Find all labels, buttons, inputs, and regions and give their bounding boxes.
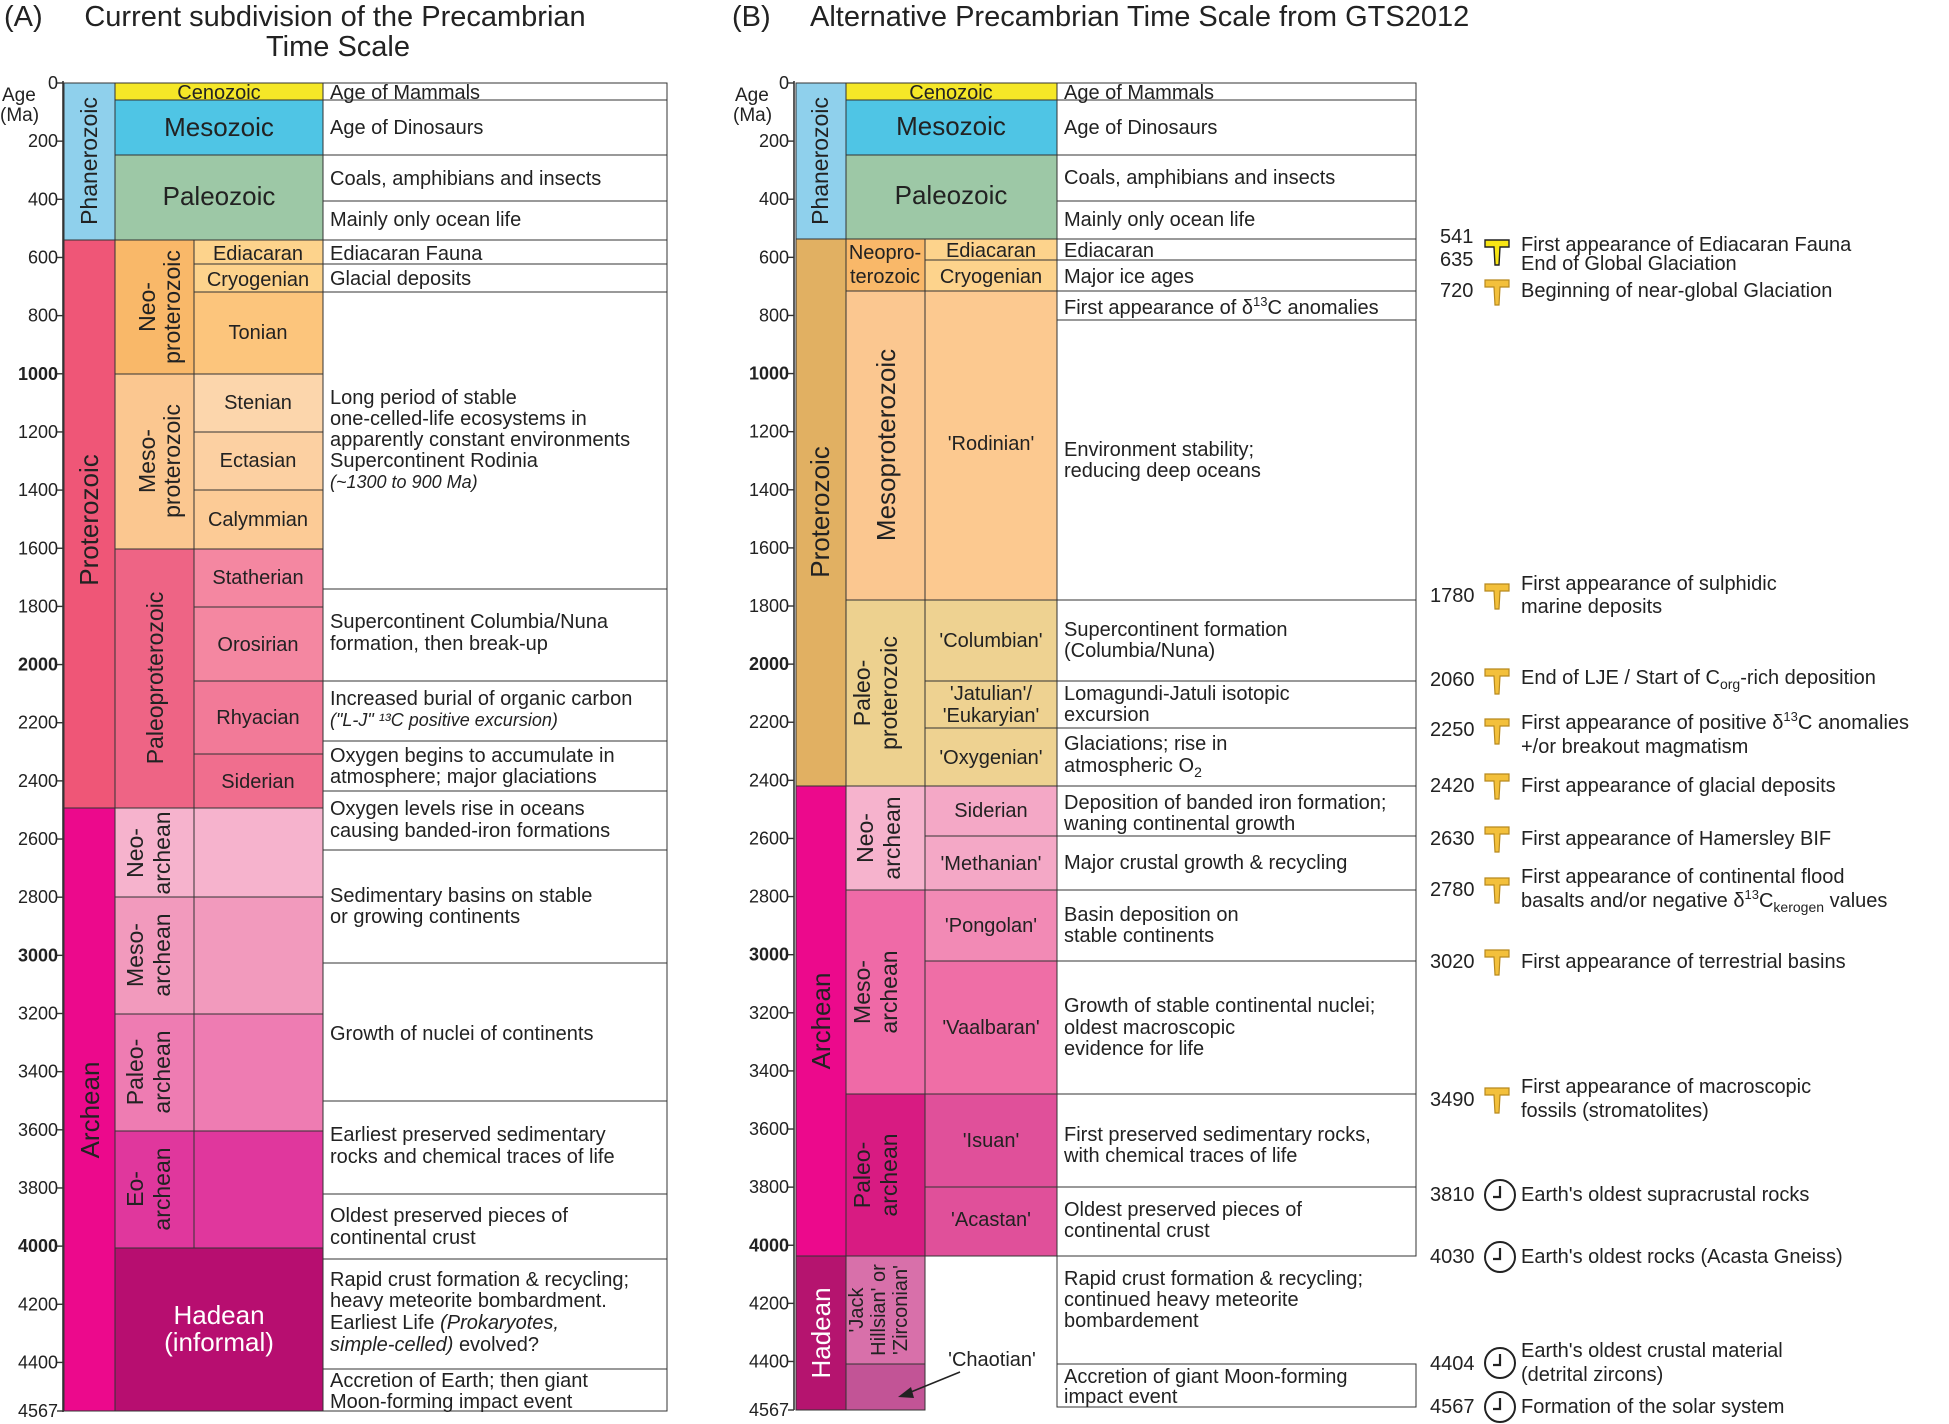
event-2420-marker: [1485, 774, 1509, 799]
axis-tick-label: 2200: [748, 712, 789, 733]
desc-a-10-2: atmosphere; major glaciations: [330, 766, 597, 788]
axis-tick-label: 1200: [17, 421, 58, 442]
panel-b-age-axis: [733, 73, 794, 1420]
desc-b-17-2: continental crust: [1064, 1220, 1210, 1242]
axis-tick-label: 4000: [17, 1236, 58, 1257]
desc-b-15-2: oldest macroscopic: [1064, 1017, 1236, 1039]
desc-a-16-4: [330, 1334, 539, 1356]
event-2780-end: values: [1824, 890, 1888, 912]
desc-a-13: Growth of nuclei of continents: [330, 1023, 594, 1045]
axis-tick-label: 2400: [17, 770, 58, 791]
event-4567-age: 4567: [1430, 1396, 1475, 1418]
axis-tick-label: 4400: [17, 1352, 58, 1373]
desc-b-18-3: bombardement: [1064, 1310, 1199, 1332]
era-label-paleoarchean-b-1: Paleo-: [849, 1141, 875, 1209]
desc-b-16-1: First preserved sedimentary rocks,: [1064, 1124, 1371, 1146]
axis-tick-label: 1400: [17, 480, 58, 501]
desc-a-12-1: Sedimentary basins on stable: [330, 885, 593, 907]
axis-tick-label: 1600: [17, 538, 58, 559]
eon-label-archean-b: Archean: [806, 972, 836, 1070]
axis-tick-label: 3600: [748, 1119, 789, 1140]
axis-tick-label: 1800: [17, 596, 58, 617]
desc-b-11-2: [1064, 755, 1202, 780]
era-label-paleoarchean-1: Paleo-: [122, 1038, 148, 1106]
event-2060-a: End of LJE / Start of C: [1521, 667, 1720, 689]
desc-b-8-1: Environment stability;: [1064, 439, 1255, 461]
desc-a-12-2: or growing continents: [330, 906, 521, 928]
panel-a-tag: (A): [4, 1, 43, 33]
event-2060-end: -rich deposition: [1740, 667, 1876, 689]
period-label-tonian: Tonian: [228, 322, 288, 344]
axis-tick-label: 1800: [748, 596, 789, 617]
era-label-neo-1: Neo-: [134, 282, 160, 332]
axis-tick-label: 1000: [748, 363, 789, 384]
desc-b-8-2: reducing deep oceans: [1064, 460, 1261, 482]
panel-b-events: [1430, 226, 1909, 1422]
period-label-ectasian: Ectasian: [219, 450, 297, 472]
era-label-neoarchean-2: archean: [149, 811, 175, 895]
period-label-rodinian: 'Rodinian': [947, 433, 1035, 455]
axis-tick-label: 1400: [748, 479, 789, 500]
event-1780-label-2: marine deposits: [1521, 596, 1663, 618]
desc-a-5: Ediacaran Fauna: [330, 243, 483, 265]
event-3810-marker: [1485, 1180, 1515, 1210]
period-label-stenian: Stenian: [224, 392, 292, 414]
desc-b-4: Mainly only ocean life: [1064, 209, 1256, 231]
axis-tick-label: 2800: [748, 886, 789, 907]
event-2250-b: C anomalies: [1797, 712, 1910, 734]
era-label-paleoarchean-2: archean: [149, 1030, 175, 1114]
desc-a-2: Age of Dinosaurs: [330, 117, 484, 139]
era-label-paleoarchean-b-2: archean: [876, 1133, 902, 1217]
axis-tick-label: 2000: [748, 654, 789, 675]
event-4404-age: 4404: [1430, 1353, 1475, 1375]
axis-tick-label: 2400: [748, 770, 789, 791]
desc-a-16-4-normal: evolved?: [458, 1334, 539, 1356]
axis-tick-label: 3200: [748, 1002, 789, 1023]
era-label-neoprot-2: terozoic: [849, 266, 921, 288]
axis-tick-label: 4200: [17, 1294, 58, 1315]
desc-b-12-1: Deposition of banded iron formation;: [1064, 792, 1387, 814]
desc-b-10-2: excursion: [1064, 704, 1150, 726]
period-label-methanian: 'Methanian': [940, 853, 1042, 875]
event-1780-label-1: First appearance of sulphidic: [1521, 573, 1777, 595]
desc-b-11-2-sub: 2: [1194, 764, 1202, 780]
event-2630-marker: [1485, 827, 1509, 852]
desc-a-11-2: causing banded-iron formations: [330, 820, 611, 842]
event-2420-age: 2420: [1430, 775, 1475, 797]
event-2780-label-2: [1521, 887, 1887, 915]
axis-tick-label: 3000: [748, 944, 789, 965]
desc-b-11-1: Glaciations; rise in: [1064, 733, 1228, 755]
event-541-marker: [1485, 240, 1509, 265]
axis-tick-label: 0: [778, 73, 789, 93]
event-3810-age: 3810: [1430, 1184, 1475, 1206]
eon-label-archean: Archean: [75, 1061, 105, 1159]
desc-b-18-1: Rapid crust formation & recycling;: [1064, 1268, 1364, 1290]
panel-a-title-line2: Time Scale: [266, 31, 410, 63]
desc-a-10-1: Oxygen begins to accumulate in: [330, 745, 615, 767]
period-blank-neoarchean: [194, 808, 323, 897]
era-label-paleoprot-b-1: Paleo-: [849, 659, 875, 727]
desc-a-16-2: heavy meteorite bombardment.: [330, 1290, 607, 1312]
era-label-neoarchean-1: Neo-: [122, 828, 148, 878]
period-blank-paleoarchean: [194, 1014, 323, 1131]
desc-a-8-1: Supercontinent Columbia/Nuna: [330, 611, 608, 633]
event-2630-age: 2630: [1430, 828, 1475, 850]
desc-b-2: Age of Dinosaurs: [1064, 117, 1218, 139]
era-label-mesoproterozoic-b: Mesoproterozoic: [871, 348, 901, 542]
axis-tick-label: 3400: [17, 1061, 58, 1082]
axis-tick-label: 3600: [17, 1119, 58, 1140]
period-label-jatulian-1: 'Jatulian'/: [949, 683, 1033, 705]
period-label-rhyacian: Rhyacian: [216, 707, 300, 729]
era-label-mesozoic-b: Mesozoic: [896, 111, 1006, 141]
desc-b-5: Ediacaran: [1064, 240, 1155, 262]
period-blank-eoarchean: [194, 1131, 323, 1248]
desc-b-10-1: Lomagundi-Jatuli isotopic: [1064, 683, 1290, 705]
event-1780-marker: [1485, 584, 1509, 609]
axis-tick-label: 600: [758, 247, 789, 268]
axis-tick-label: 3200: [17, 1003, 58, 1024]
event-720-age: 720: [1440, 280, 1474, 302]
event-541-age: 541: [1440, 226, 1474, 248]
event-2060-label: [1521, 667, 1876, 692]
era-label-mesoarchean-b-2: archean: [876, 950, 902, 1034]
desc-a-16-1: Rapid crust formation & recycling;: [330, 1269, 630, 1291]
panel-a-chart: [64, 82, 667, 1413]
desc-a-7-1: Long period of stable: [330, 387, 517, 409]
event-2250-marker: [1485, 719, 1509, 744]
desc-a-16-3-normal: Earliest Life: [330, 1312, 435, 1334]
era-label-mesoarchean-b-1: Meso-: [849, 960, 875, 1024]
desc-b-7-sup: 13: [1253, 294, 1268, 309]
axis-label-unit: (Ma): [733, 105, 773, 126]
event-2780-label-1: First appearance of continental flood: [1521, 866, 1845, 888]
desc-b-9-2: (Columbia/Nuna): [1064, 640, 1216, 662]
event-2250-label-1: [1521, 709, 1909, 734]
period-label-calymmian: Calymmian: [207, 509, 309, 531]
period-label-vaalbaran: 'Vaalbaran': [942, 1017, 1040, 1039]
axis-label-unit: (Ma): [0, 105, 40, 126]
event-2780-age: 2780: [1430, 879, 1475, 901]
eon-label-hadean-b: Hadean: [806, 1287, 836, 1379]
desc-b-15-3: evidence for life: [1064, 1038, 1205, 1060]
period-label-columbian: 'Columbian': [939, 630, 1043, 652]
period-blank-mesoarchean: [194, 897, 323, 1014]
event-3490-marker: [1485, 1088, 1509, 1113]
event-2420-label: First appearance of glacial deposits: [1521, 775, 1836, 797]
event-3490-label-2: fossils (stromatolites): [1521, 1100, 1709, 1122]
event-4567-marker: [1485, 1392, 1515, 1422]
desc-b-15-1: Growth of stable continental nuclei;: [1064, 995, 1376, 1017]
axis-label-age: Age: [2, 85, 36, 106]
desc-b-3: Coals, amphibians and insects: [1064, 167, 1336, 189]
period-label-cryogenian-b: Cryogenian: [939, 266, 1043, 288]
axis-tick-label: 600: [27, 247, 58, 268]
axis-tick-label: 1000: [17, 363, 58, 384]
panel-b-title: Alternative Precambrian Time Scale from GTS2012: [810, 1, 1470, 33]
axis-tick-label: 3800: [748, 1177, 789, 1198]
desc-b-17-1: Oldest preserved pieces of: [1064, 1199, 1302, 1221]
period-label-acastan: 'Acastan': [951, 1209, 1031, 1231]
event-2780-c: C: [1758, 890, 1774, 912]
event-2250-label-2: +/or breakout magmatism: [1521, 736, 1749, 758]
event-4404-label-2: (detrital zircons): [1521, 1364, 1664, 1386]
eon-label-phanerozoic-b: Phanerozoic: [807, 97, 833, 225]
event-2630-label: First appearance of Hamersley BIF: [1521, 828, 1832, 850]
event-541-label: First appearance of Ediacaran Fauna: [1521, 234, 1852, 256]
era-label-eoarchean-1: Eo-: [122, 1171, 148, 1207]
panel-a-title-line1: Current subdivision of the Precambrian: [84, 1, 586, 33]
period-label-isuan: 'Isuan': [962, 1130, 1020, 1152]
event-3490-age: 3490: [1430, 1089, 1475, 1111]
event-2780-marker: [1485, 878, 1509, 903]
event-635-label: End of Global Glaciation: [1521, 253, 1737, 275]
desc-b-7-a: First appearance of δ: [1064, 297, 1254, 319]
desc-a-3: Coals, amphibians and insects: [330, 168, 602, 190]
desc-b-18-2: continued heavy meteorite: [1064, 1289, 1299, 1311]
event-4030-label: Earth's oldest rocks (Acasta Gneiss): [1521, 1246, 1843, 1268]
desc-b-19-1: Accretion of giant Moon-forming: [1064, 1366, 1348, 1388]
desc-b-7: [1064, 294, 1379, 319]
desc-a-9-1: Increased burial of organic carbon: [330, 688, 633, 710]
era-label-cenozoic-b: Cenozoic: [909, 82, 993, 104]
event-4404-marker: [1485, 1348, 1515, 1378]
desc-a-8-2: formation, then break-up: [330, 633, 548, 655]
event-2250-sup: 13: [1783, 709, 1798, 724]
period-label-chaotian: 'Chaotian': [948, 1349, 1036, 1371]
event-2780-a: basalts and/or negative δ: [1521, 890, 1745, 912]
axis-tick-label: 200: [758, 131, 789, 152]
desc-b-13: Major crustal growth & recycling: [1064, 852, 1348, 874]
period-label-pongolan: 'Pongolan': [944, 915, 1038, 937]
desc-a-15-2: continental crust: [330, 1227, 476, 1249]
desc-a-7-3: apparently constant environments: [330, 429, 631, 451]
axis-tick-label: 4567: [748, 1400, 789, 1420]
axis-tick-label: 2800: [17, 887, 58, 908]
period-label-siderian-b: Siderian: [954, 800, 1028, 822]
desc-b-19-2: impact event: [1064, 1386, 1178, 1408]
event-4404-label-1: Earth's oldest crustal material: [1521, 1340, 1783, 1362]
desc-b-9-1: Supercontinent formation: [1064, 619, 1288, 641]
era-label-jack-2: Hillsian' or: [868, 1264, 890, 1356]
era-label-neo-2: proterozoic: [159, 250, 185, 364]
desc-b-1: Age of Mammals: [1064, 82, 1215, 104]
era-label-hadean-1: Hadean: [173, 1300, 265, 1330]
era-chaotian: [846, 1364, 925, 1410]
desc-a-16-3: [330, 1312, 559, 1334]
desc-a-14-2: rocks and chemical traces of life: [330, 1146, 615, 1168]
axis-tick-label: 200: [27, 131, 58, 152]
era-label-eoarchean-2: archean: [149, 1147, 175, 1231]
event-2060-marker: [1485, 669, 1509, 694]
eon-label-proterozoic-b: Proterozoic: [805, 446, 835, 578]
era-label-paleozoic-b: Paleozoic: [894, 180, 1008, 210]
eon-label-phanerozoic: Phanerozoic: [76, 97, 102, 225]
era-label-neoarchean-b-2: archean: [879, 796, 905, 880]
era-label-jack-1: 'Jack: [846, 1287, 868, 1333]
axis-tick-label: 2600: [17, 829, 58, 850]
event-2060-sub: org: [1719, 676, 1741, 692]
event-2060-age: 2060: [1430, 669, 1475, 691]
desc-b-11-2-a: atmospheric O: [1064, 755, 1195, 777]
axis-tick-label: 3800: [17, 1177, 58, 1198]
panel-b-chart: [796, 82, 1416, 1410]
event-2780-sub: kerogen: [1773, 899, 1825, 915]
desc-a-7-2: one-celled-life ecosystems in: [330, 408, 587, 430]
panel-b-tag: (B): [732, 1, 771, 33]
period-label-jatulian-2: 'Eukaryian': [942, 705, 1040, 727]
period-label-orosirian: Orosirian: [217, 634, 299, 656]
desc-a-6: Glacial deposits: [330, 268, 472, 290]
period-label-ediacaran-b: Ediacaran: [945, 240, 1037, 262]
era-label-mesoarchean-1: Meso-: [122, 923, 148, 987]
era-label-cenozoic: Cenozoic: [177, 82, 261, 104]
era-label-meso-2: proterozoic: [159, 404, 185, 518]
period-label-cryogenian: Cryogenian: [206, 269, 310, 291]
era-label-mesoarchean-2: archean: [149, 913, 175, 997]
era-label-paleoprot-b-2: proterozoic: [876, 636, 902, 750]
event-720-marker: [1485, 280, 1509, 305]
axis-tick-label: 2000: [17, 654, 58, 675]
desc-a-17-1: Accretion of Earth; then giant: [330, 1370, 588, 1392]
axis-tick-label: 3000: [17, 945, 58, 966]
event-720-label: Beginning of near-global Glaciation: [1521, 280, 1833, 302]
axis-tick-label: 2200: [17, 712, 58, 733]
desc-b-16-2: with chemical traces of life: [1064, 1145, 1298, 1167]
axis-tick-label: 3400: [748, 1060, 789, 1081]
desc-a-16-3-italic: (Prokaryotes,: [440, 1312, 559, 1334]
event-2250-a: First appearance of positive δ: [1521, 712, 1784, 734]
desc-a-17-2: Moon-forming impact event: [330, 1391, 573, 1413]
desc-a-4: Mainly only ocean life: [330, 209, 522, 231]
era-label-jack-3: 'Zirconian': [890, 1265, 912, 1355]
period-label-siderian: Siderian: [221, 771, 295, 793]
axis-tick-label: 800: [758, 305, 789, 326]
axis-label-age: Age: [735, 85, 769, 106]
event-1780-age: 1780: [1430, 585, 1475, 607]
era-label-neoprot-1: Neopro-: [848, 242, 922, 264]
desc-a-11-1: Oxygen levels rise in oceans: [330, 798, 585, 820]
desc-a-16-4-italic: simple-celled): [330, 1334, 454, 1356]
axis-tick-label: 400: [758, 189, 789, 210]
event-3020-label: First appearance of terrestrial basins: [1521, 951, 1846, 973]
event-3020-age: 3020: [1430, 951, 1475, 973]
era-label-neoarchean-b-1: Neo-: [852, 813, 878, 863]
era-label-paleoproterozoic: Paleoproterozoic: [142, 591, 168, 765]
axis-tick-label: 4000: [748, 1235, 789, 1256]
event-2780-sup: 13: [1744, 887, 1759, 902]
event-3020-marker: [1485, 950, 1509, 975]
axis-tick-label: 4400: [748, 1351, 789, 1372]
period-label-oxygenian: 'Oxygenian': [939, 747, 1043, 769]
period-label-statherian: Statherian: [212, 567, 304, 589]
era-label-mesozoic: Mesozoic: [164, 112, 274, 142]
axis-tick-label: 800: [27, 305, 58, 326]
era-label-hadean-2: (informal): [164, 1327, 274, 1357]
desc-a-7-5: (~1300 to 900 Ma): [330, 472, 478, 492]
axis-tick-label: 1600: [748, 537, 789, 558]
axis-tick-label: 4567: [17, 1401, 58, 1421]
event-2250-age: 2250: [1430, 719, 1475, 741]
axis-tick-label: 400: [27, 189, 58, 210]
axis-tick-label: 1200: [748, 421, 789, 442]
event-635-age: 635: [1440, 249, 1474, 271]
desc-b-12-2: waning continental growth: [1064, 813, 1296, 835]
era-label-meso-1: Meso-: [134, 429, 160, 493]
event-3490-label-1: First appearance of macroscopic: [1521, 1076, 1812, 1098]
axis-tick-label: 0: [47, 73, 58, 93]
period-label-ediacaran: Ediacaran: [212, 243, 304, 265]
axis-tick-label: 2600: [748, 828, 789, 849]
era-label-paleozoic: Paleozoic: [162, 181, 276, 211]
event-4567-label: Formation of the solar system: [1521, 1396, 1785, 1418]
desc-b-14-1: Basin deposition on: [1064, 904, 1239, 926]
desc-b-7-end: C anomalies: [1267, 297, 1379, 319]
desc-a-1: Age of Mammals: [330, 82, 481, 104]
desc-a-15-1: Oldest preserved pieces of: [330, 1205, 568, 1227]
desc-b-6: Major ice ages: [1064, 266, 1195, 288]
event-3810-label: Earth's oldest supracrustal rocks: [1521, 1184, 1810, 1206]
desc-a-9-2: ("L-J" ¹³C positive excursion): [330, 710, 558, 730]
event-4030-age: 4030: [1430, 1246, 1475, 1268]
desc-a-7-4: Supercontinent Rodinia: [330, 450, 538, 472]
desc-a-14-1: Earliest preserved sedimentary: [330, 1124, 606, 1146]
desc-b-14-2: stable continents: [1064, 925, 1215, 947]
axis-tick-label: 4200: [748, 1293, 789, 1314]
eon-label-proterozoic: Proterozoic: [74, 454, 104, 586]
panel-a-age-axis: [0, 73, 63, 1421]
event-4030-marker: [1485, 1242, 1515, 1272]
